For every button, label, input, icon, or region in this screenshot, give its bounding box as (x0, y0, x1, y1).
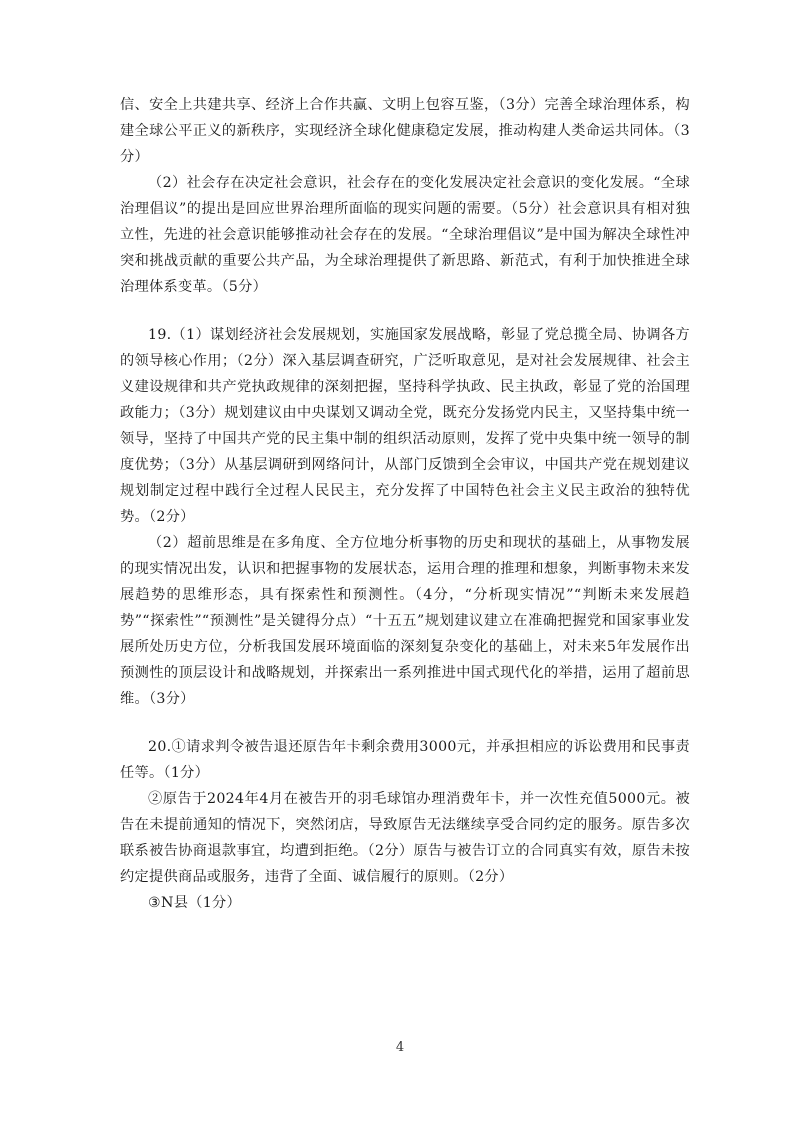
paragraph-20-1: 20.①请求判令被告退还原告年卡剩余费用3000元，并承担相应的诉讼费用和民事责任等。（1分） (120, 739, 690, 781)
paragraph-20-3: ③N县（1分） (148, 895, 242, 911)
paragraph-18-1-continued: 信、安全上共建共享、经济上合作共赢、文明上包容互鉴，（3分）完善全球治理体系，构建全球公平正义的新秩序，实现经济全球化健康稳定发展，推动构建人类命运共同体。（3分） (120, 97, 690, 165)
page-number: 4 (395, 1040, 405, 1055)
answer-block-20 (120, 734, 690, 916)
paragraph-19-2: （2）超前思维是在多角度、全方位地分析事物的历史和现状的基础上，从事物发展的现实情况出发，认识和把握事物的发展状态，运用合理的推理和想象，判断事物未来发展趋势的思维形态，具有探索性和预测性。（4分，“分析现实情况”“判断未来发展趋势”“探索性”“预测性”是关键得分点）“十五五”规划建议建立在准确把握党和国家事业发展所处历史方位，分析我国发展环境面临的深刻复杂变化的基础上，对未来5年发展作出预测性的顶层设计和战略规划，并探索出一系列推进中国式现代化的举措，运用了超前思维。（3分） (120, 535, 690, 707)
document-page (120, 92, 690, 916)
paragraph-18-2: （2）社会存在决定社会意识，社会存在的变化发展决定社会意识的变化发展。“全球治理倡议”的提出是回应世界治理所面临的现实问题的需要。（5分）社会意识具有相对独立性，先进的社会意识能够推动社会存在的发展。“全球治理倡议”是中国为解决全球性冲突和挑战贡献的重要公共产品，为全球治理提供了新思路、新范式，有利于加快推进全球治理体系变革。（5分） (120, 175, 690, 295)
paragraph-19-1: 19.（1）谋划经济社会发展规划，实施国家发展战略，彰显了党总揽全局、协调各方的领导核心作用；（2分）深入基层调查研究，广泛听取意见，是对社会发展规律、社会主义建设规律和共产党执政规律的深刻把握，坚持科学执政、民主执政，彰显了党的治国理政能力；（3分）规划建议由中央谋划又调动全党，既充分发扬党内民主，又坚持集中统一领导，坚持了中国共产党的民主集中制的组织活动原则，发挥了党中央集中统一领导的制度优势；（3分）从基层调研到网络问计，从部门反馈到全会审议，中国共产党在规划建议规划制定过程中践行全过程人民民主，充分发挥了中国特色社会主义民主政治的独特优势。（2分） (120, 327, 690, 525)
answer-block-19 (120, 322, 690, 712)
paragraph-20-2: ②原告于2024年4月在被告开的羽毛球馆办理消费年卡，并一次性充值5000元。被告在未提前通知的情况下，突然闭店，导致原告无法继续享受合同约定的服务。原告多次联系被告协商退款事宜，均遭到拒绝。（2分）原告与被告订立的合同真实有效，原告未按约定提供商品或服务，违背了全面、诚信履行的原则。（2分） (120, 791, 690, 885)
answer-block-18 (120, 92, 690, 300)
